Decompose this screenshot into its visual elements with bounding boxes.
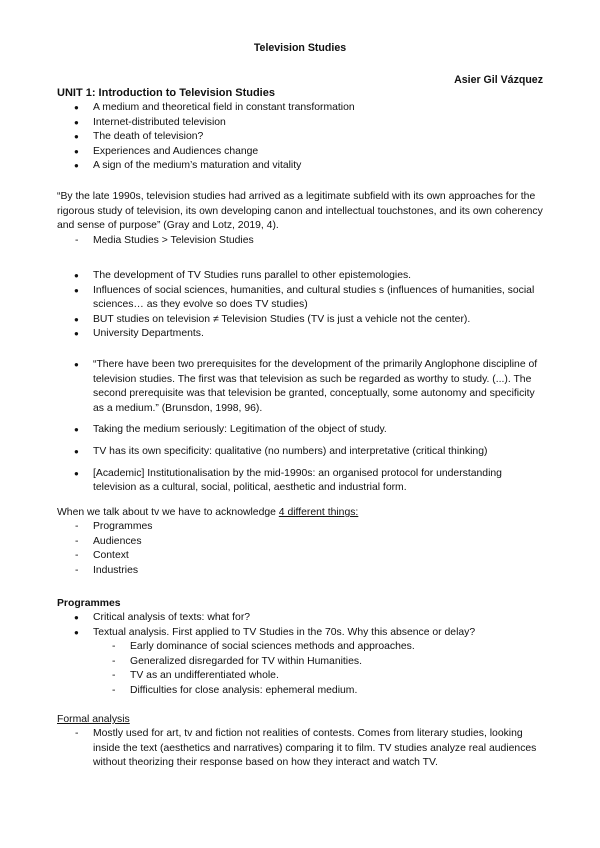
programmes-heading: Programmes [57, 598, 121, 609]
list-item: ● A sign of the medium’s maturation and vitality [57, 159, 547, 174]
list-item: - Media Studies > Television Studies [57, 234, 547, 249]
list-item: ● Taking the medium seriously: Legitimation of the object of study. [57, 423, 547, 438]
acknowledge-prefix: When we talk about tv we have to acknowledge [57, 507, 279, 518]
list-item: ● Critical analysis of texts: what for? [57, 611, 547, 626]
list-item: ● Influences of social sciences, humanities, and cultural studies s (influences of humanities, social sciences… as they evolve so does TV studies) [57, 284, 547, 313]
four-things-list [57, 520, 547, 578]
list-item: ● [Academic] Institutionalisation by the mid-1990s: an organised protocol for understanding television as a cultural, social, political, aesthetic and industrial form. [57, 467, 547, 496]
list-item: ● Internet-distributed television [57, 116, 547, 131]
list-item: ● University Departments. [57, 327, 547, 342]
list-item: - Programmes [57, 520, 547, 535]
list-item: - Early dominance of social sciences methods and approaches. [57, 640, 547, 655]
list-item: ● TV has its own specificity: qualitative (no numbers) and interpretative (critical thinking) [57, 445, 547, 460]
list-item: ● A medium and theoretical field in constant transformation [57, 101, 547, 116]
epistemology-bullet-list [57, 269, 547, 342]
quote-dash-list [57, 234, 547, 249]
formal-analysis-list [57, 727, 547, 771]
quote-paragraph: “By the late 1990s, television studies had arrived as a legitimate subfield with its own approaches for the rigorous study of television, its own developing canon and intellectual touchstones, and its own coherency and sense of purpose” (Gray and Lotz, 2019, 4). [57, 191, 543, 232]
unit-heading: UNIT 1: Introduction to Television Studies [57, 87, 275, 99]
list-item: - Generalized disregarded for TV within Humanities. [57, 655, 547, 670]
unit-bullet-list [57, 101, 547, 174]
document-title: Television Studies [253, 42, 347, 54]
programmes-bullet-list [57, 611, 547, 699]
author-name: Asier Gil Vázquez [454, 74, 543, 86]
list-item: - Industries [57, 564, 547, 579]
list-item: ● BUT studies on television ≠ Television Studies (TV is just a vehicle not the center). [57, 313, 547, 328]
list-item: ● The death of television? [57, 130, 547, 145]
acknowledge-line [57, 506, 547, 521]
list-item: - Audiences [57, 535, 547, 550]
formal-analysis-heading: Formal analysis [57, 714, 130, 725]
acknowledge-underlined: 4 different things: [278, 507, 359, 518]
list-item: - Context [57, 549, 547, 564]
list-item: - TV as an undifferentiated whole. [57, 669, 547, 684]
list-item: - Mostly used for art, tv and fiction not realities of contests. Comes from literary studies, looking inside the text (aesthetics and narratives) comparing it to film. TV studies analyze real audiences without theorizing their response based on how they interact and watch TV. [57, 727, 547, 771]
prerequisites-bullet-list [57, 358, 547, 496]
list-item: ● “There have been two prerequisites for the development of the primarily Anglophone discipline of television studies. The first was that television as such be regarded as worthy to study. (...). The second prerequisite was that television be granted, conceptually, some autonomy and specificity as a medium.” (Brunsdon, 1998, 96). [57, 358, 547, 416]
list-item: ● The development of TV Studies runs parallel to other epistemologies. [57, 269, 547, 284]
list-item: - Difficulties for close analysis: ephemeral medium. [57, 684, 547, 699]
list-item: ● Experiences and Audiences change [57, 145, 547, 160]
list-item: ● Textual analysis. First applied to TV Studies in the 70s. Why this absence or delay? [57, 626, 547, 641]
